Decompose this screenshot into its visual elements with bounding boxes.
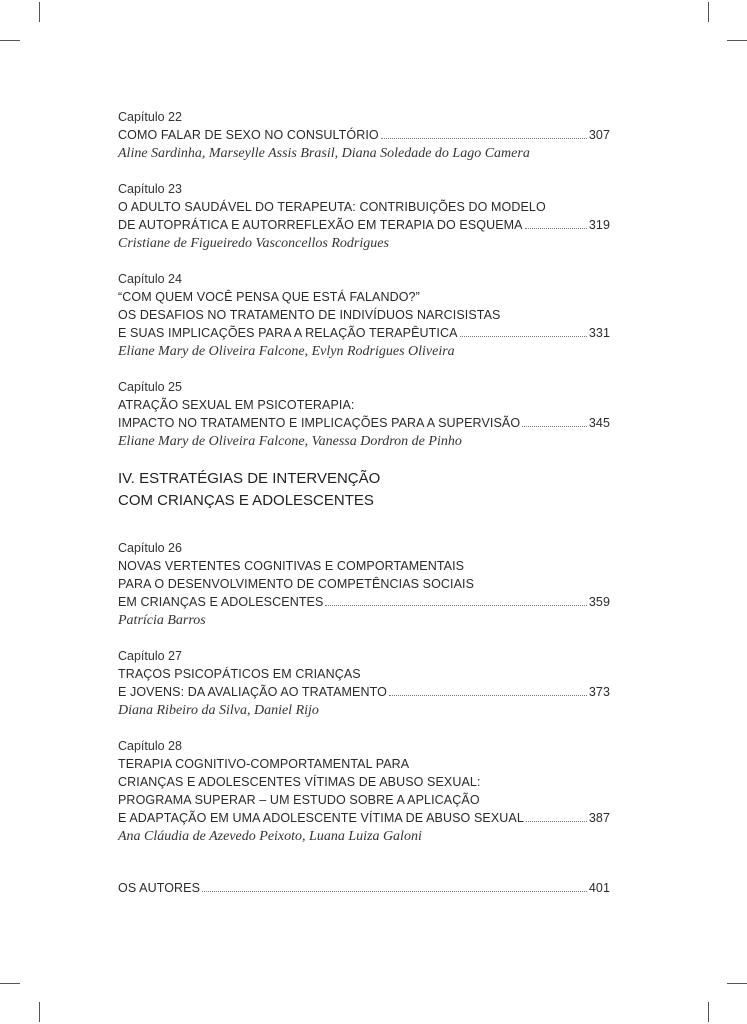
entry-title-line: CRIANÇAS E ADOLESCENTES VÍTIMAS DE ABUSO SEXUAL: [118,775,481,789]
entry-authors: Aline Sardinha, Marseylle Assis Brasil, Diana Soledade do Lago Camera [118,146,530,161]
toc-entry[interactable] [118,539,610,630]
entry-title: E ADAPTAÇÃO EM UMA ADOLESCENTE VÍTIMA DE ABUSO SEXUAL [118,811,524,825]
entry-authors: Ana Cláudia de Azevedo Peixoto, Luana Luiza Galoni [118,829,422,844]
page-number: 307 [588,128,610,142]
dot-leader [460,336,587,337]
toc-section [118,539,610,846]
chapter-label: Capítulo 27 [118,649,182,663]
crop-mark [0,40,20,41]
toc-section [118,108,610,451]
dot-leader [526,821,587,822]
page-number: 401 [588,881,610,895]
part-heading-line: IV. ESTRATÉGIAS DE INTERVENÇÃO [118,470,381,487]
part-heading [118,468,610,512]
entry-title-line [118,324,610,342]
crop-mark [727,40,747,41]
entry-title-line [118,414,610,432]
toc-entry-authors[interactable] [118,879,610,897]
crop-mark [39,2,40,22]
entry-title-line: TERAPIA COGNITIVO-COMPORTAMENTAL PARA [118,757,410,771]
page-number: 387 [588,811,610,825]
toc-entry[interactable] [118,180,610,253]
chapter-label: Capítulo 22 [118,110,182,124]
toc-entry[interactable] [118,737,610,846]
dot-leader [381,138,587,139]
entry-authors: Eliane Mary de Oliveira Falcone, Vanessa Dordron de Pinho [118,434,462,449]
toc-entry[interactable] [118,270,610,361]
chapter-label: Capítulo 24 [118,272,182,286]
toc-entry[interactable] [118,647,610,720]
table-of-contents [118,108,610,897]
page-number: 373 [588,685,610,699]
crop-mark [708,2,709,22]
entry-title: E JOVENS: DA AVALIAÇÃO AO TRATAMENTO [118,685,387,699]
entry-title: COMO FALAR DE SEXO NO CONSULTÓRIO [118,128,379,142]
entry-authors: Diana Ribeiro da Silva, Daniel Rijo [118,703,319,718]
entry-title-line: TRAÇOS PSICOPÁTICOS EM CRIANÇAS [118,667,361,681]
part-heading-line: COM CRIANÇAS E ADOLESCENTES [118,492,374,509]
entry-title-line [118,809,610,827]
dot-leader [389,695,587,696]
entry-title: IMPACTO NO TRATAMENTO E IMPLICAÇÕES PARA A SUPERVISÃO [118,416,521,430]
entry-title-line: “COM QUEM VOCÊ PENSA QUE ESTÁ FALANDO?” [118,290,420,304]
entry-title-line: PARA O DESENVOLVIMENTO DE COMPETÊNCIAS SOCIAIS [118,577,475,591]
toc-entry[interactable] [118,378,610,451]
entry-title-line [118,126,610,144]
entry-authors: Eliane Mary de Oliveira Falcone, Evlyn Rodrigues Oliveira [118,344,455,359]
entry-title: DE AUTOPRÁTICA E AUTORREFLEXÃO EM TERAPIA DO ESQUEMA [118,218,523,232]
entry-title-line [118,593,610,611]
crop-mark [727,983,747,984]
entry-title-line: ATRAÇÃO SEXUAL EM PSICOTERAPIA: [118,398,355,412]
toc-entry[interactable] [118,108,610,163]
dot-leader [325,605,586,606]
entry-title-line [118,683,610,701]
page-number: 345 [588,416,610,430]
entry-title-line: NOVAS VERTENTES COGNITIVAS E COMPORTAMENTAIS [118,559,465,573]
entry-title: EM CRIANÇAS E ADOLESCENTES [118,595,324,609]
chapter-label: Capítulo 25 [118,380,182,394]
chapter-label: Capítulo 26 [118,541,182,555]
entry-authors: Cristiane de Figueiredo Vasconcellos Rodrigues [118,236,389,251]
entry-authors: Patrícia Barros [118,613,206,628]
entry-title-line: O ADULTO SAUDÁVEL DO TERAPEUTA: CONTRIBUIÇÕES DO MODELO [118,200,546,214]
dot-leader [525,228,587,229]
entry-title-line [118,879,610,897]
crop-mark [708,1002,709,1022]
entry-title: E SUAS IMPLICAÇÕES PARA A RELAÇÃO TERAPÊUTICA [118,326,458,340]
crop-mark [0,983,20,984]
entry-title-line [118,216,610,234]
crop-mark [39,1002,40,1022]
entry-title-line: OS DESAFIOS NO TRATAMENTO DE INDIVÍDUOS NARCISISTAS [118,308,501,322]
chapter-label: Capítulo 28 [118,739,182,753]
page-number: 331 [588,326,610,340]
dot-leader [522,426,587,427]
chapter-label: Capítulo 23 [118,182,182,196]
entry-title-line: PROGRAMA SUPERAR – UM ESTUDO SOBRE A APLICAÇÃO [118,793,480,807]
page-number: 319 [588,218,610,232]
page-number: 359 [588,595,610,609]
entry-title: OS AUTORES [118,881,201,895]
dot-leader [202,891,587,892]
